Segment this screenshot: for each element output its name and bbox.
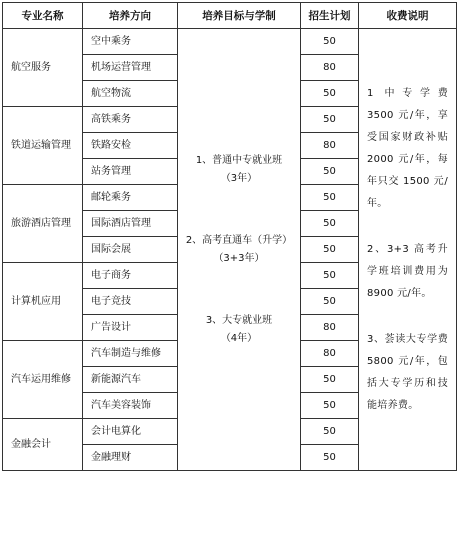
table-row [3, 29, 457, 55]
header-fee: 收费说明 [359, 3, 457, 29]
enrollment-count: 50 [301, 445, 359, 471]
direction-name: 国际酒店管理 [83, 211, 178, 237]
direction-name: 邮轮乘务 [83, 185, 178, 211]
enrollment-count: 50 [301, 29, 359, 55]
enrollment-count: 50 [301, 367, 359, 393]
direction-name: 铁路安检 [83, 133, 178, 159]
direction-name: 高铁乘务 [83, 107, 178, 133]
header-major: 专业名称 [3, 3, 83, 29]
enrollment-count: 80 [301, 315, 359, 341]
direction-name: 电子竞技 [83, 289, 178, 315]
direction-name: 金融理财 [83, 445, 178, 471]
header-goal: 培养目标与学制 [178, 3, 301, 29]
enrollment-count: 50 [301, 419, 359, 445]
enrollment-count: 80 [301, 341, 359, 367]
goal-item-1-years: （3年） [220, 172, 258, 184]
fee-cell [359, 29, 457, 471]
direction-name: 汽车美容装饰 [83, 393, 178, 419]
tuition-table [2, 2, 457, 471]
enrollment-count: 50 [301, 211, 359, 237]
direction-name: 汽车制造与维修 [83, 341, 178, 367]
header-enrollment: 招生计划 [301, 3, 359, 29]
goal-item-3-years: （4年） [220, 332, 258, 344]
goal-item-2-years: （3+3年） [213, 252, 265, 264]
goal-item-2: 2、高考直通车（升学） [185, 234, 293, 246]
enrollment-count: 50 [301, 237, 359, 263]
goal-item-3: 3、大专就业班 [205, 314, 273, 326]
enrollment-count: 50 [301, 263, 359, 289]
major-name: 汽车运用维修 [3, 341, 83, 419]
enrollment-count: 50 [301, 81, 359, 107]
major-name: 航空服务 [3, 29, 83, 107]
major-name: 旅游酒店管理 [3, 185, 83, 263]
enrollment-count: 50 [301, 393, 359, 419]
direction-name: 新能源汽车 [83, 367, 178, 393]
direction-name: 站务管理 [83, 159, 178, 185]
major-name: 金融会计 [3, 419, 83, 471]
direction-name: 广告设计 [83, 315, 178, 341]
direction-name: 航空物流 [83, 81, 178, 107]
direction-name: 国际会展 [83, 237, 178, 263]
fee-note-1: 1 中专学费 3500 元/年，享受国家财政补贴 2000 元/年，每年只交 1500 元/年。 [367, 87, 448, 209]
goal-cell [178, 29, 301, 471]
enrollment-count: 50 [301, 185, 359, 211]
enrollment-count: 50 [301, 107, 359, 133]
direction-name: 机场运营管理 [83, 55, 178, 81]
enrollment-count: 50 [301, 159, 359, 185]
direction-name: 空中乘务 [83, 29, 178, 55]
goal-item-1: 1、普通中专就业班 [195, 154, 283, 166]
fee-note-2: 2、3+3 高考升学班培训费用为 8900 元/年。 [367, 243, 448, 299]
enrollment-count: 50 [301, 289, 359, 315]
major-name: 计算机应用 [3, 263, 83, 341]
fee-note-3: 3、荟读大专学费 5800 元/年，包括大专学历和技能培养费。 [367, 333, 448, 411]
enrollment-count: 80 [301, 133, 359, 159]
direction-name: 电子商务 [83, 263, 178, 289]
header-direction: 培养方向 [83, 3, 178, 29]
direction-name: 会计电算化 [83, 419, 178, 445]
enrollment-count: 80 [301, 55, 359, 81]
major-name: 铁道运输管理 [3, 107, 83, 185]
header-row [3, 3, 457, 29]
